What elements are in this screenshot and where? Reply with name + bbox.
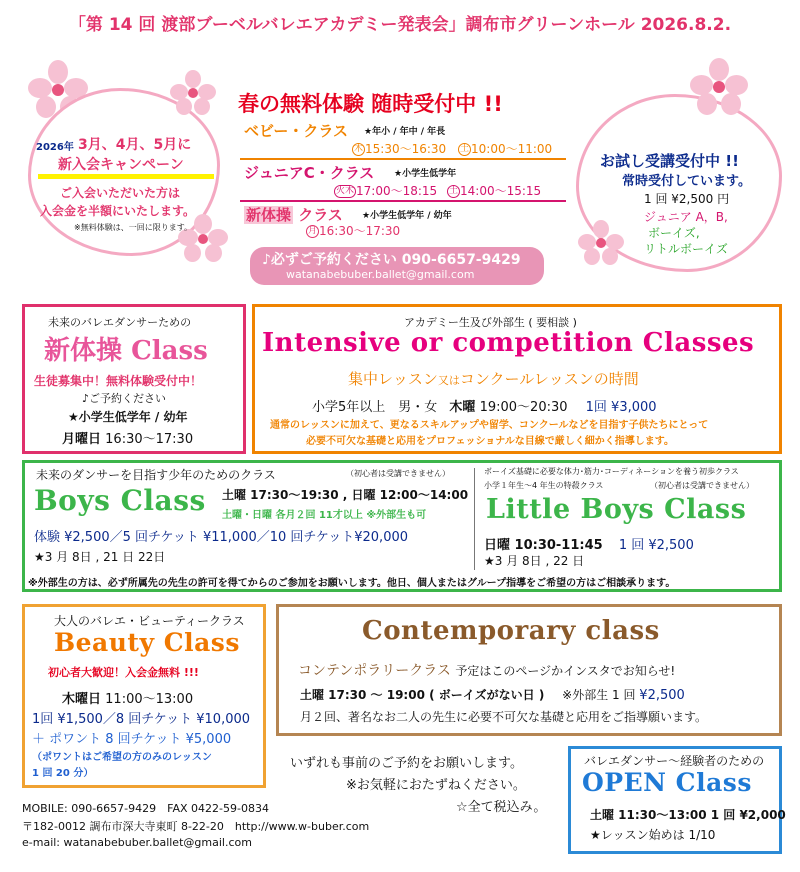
blossom-icon	[690, 58, 748, 116]
beauty-schedule	[62, 688, 193, 707]
open-start: ★レッスン始めは 1/10	[590, 828, 716, 842]
beauty-welcome: 初心者大歓迎！入会金無料 !!!	[48, 666, 199, 679]
junior-class-name: ジュニアC・クラス	[244, 164, 375, 182]
beauty-day: 木曜日	[62, 692, 102, 707]
baby-time-2: 10:00〜11:00	[471, 142, 553, 156]
intensive-info-time: 19:00〜20:30	[479, 400, 568, 415]
beauty-title: Beauty Class	[54, 628, 240, 657]
contemporary-line	[298, 660, 675, 680]
little-beginner-note: （初心者は受講できません）	[650, 481, 754, 490]
trial-lesson-title: お試し受講受付中 !!	[600, 152, 739, 170]
shintaiso-trial-schedule	[306, 222, 400, 239]
open-schedule: 土曜 11:30〜13:00 1 回 ¥2,000	[590, 808, 786, 822]
baby-class-schedule	[352, 140, 552, 157]
intensive-sub: アカデミー生及び外部生 ( 要相談 )	[404, 316, 577, 329]
campaign-title: 新入会キャンペーン	[58, 157, 184, 173]
contact-address: 〒182-0012 調布市深大寺東町 8-22-20 http://www.w-buber.com	[22, 820, 370, 833]
little-dates: ★3 月 8日 , 22 日	[484, 554, 585, 568]
shintaiso-schedule	[62, 428, 193, 447]
baby-class-target: ★年小 / 年中 / 年長	[364, 127, 446, 137]
shintaiso-trial-name-a: 新体操	[246, 206, 292, 224]
open-title: OPEN Class	[582, 768, 752, 797]
boys-beginner-note: （初心者は受講できません）	[346, 469, 450, 478]
campaign-months: 3月、4月、5月に	[78, 137, 192, 153]
campaign-line2: 入会金を半額にいたします。	[40, 204, 196, 218]
boys-schedule2: 土曜・日曜 各月２回 11才以上 ※外部生も可	[222, 510, 427, 521]
day-mark: 木	[353, 144, 363, 154]
trial-lesson-price: 1 回 ¥2,500 円	[644, 192, 730, 206]
shintaiso-trial-target: ★小学生低学年 / 幼年	[362, 211, 452, 221]
beauty-time: 11:00〜13:00	[105, 692, 194, 707]
intensive-title: Intensive or competition Classes	[262, 328, 755, 358]
blossom-icon	[578, 220, 624, 266]
contemporary-schedule	[300, 686, 685, 703]
boys-sub: 未来のダンサーを目指す少年のためのクラス	[36, 468, 276, 482]
boys-divider	[474, 468, 475, 570]
junior-time-2: 14:00〜15:15	[460, 184, 542, 198]
contemporary-title: Contemporary class	[362, 616, 660, 646]
shintaiso-title-b: Class	[131, 336, 208, 366]
day-mark: 土	[448, 186, 458, 196]
little-price: 1 回 ¥2,500	[618, 538, 694, 553]
contact-email: e-mail: watanabebuber.ballet@gmail.com	[22, 836, 252, 849]
junior-time-1: 17:00〜18:15	[356, 184, 438, 198]
day-mark: 土	[459, 144, 469, 154]
boys-schedule1: 土曜 17:30〜19:30 , 日曜 12:00〜14:00	[222, 488, 469, 502]
intensive-subtitle-c: コンクールレッスンの時間	[459, 370, 639, 388]
baby-time-1: 15:30〜16:30	[365, 142, 447, 156]
junior-class-schedule	[334, 182, 541, 199]
campaign-highlight	[38, 174, 214, 179]
beauty-price: 1回 ¥1,500／8 回チケット ¥10,000	[32, 712, 251, 727]
boys-dates: ★3 月 8日 , 21 日 22日	[34, 550, 166, 564]
boys-price: 体験 ¥2,500／5 回チケット ¥11,000／10 回チケット¥20,000	[34, 530, 409, 545]
intensive-subtitle	[348, 368, 639, 389]
shintaiso-time: 16:30〜17:30	[319, 224, 401, 238]
beauty-sub: 大人のバレエ・ビューティークラス	[54, 614, 245, 628]
little-sub1: ボーイズ基礎に必要な体力･筋力･コーディネーションを養う初歩クラス	[484, 467, 739, 476]
baby-class-name: ベビー・クラス	[244, 122, 348, 140]
reserve-email: watanabebuber.ballet@gmail.com	[286, 268, 475, 281]
contemporary-name: コンテンポラリークラス	[298, 663, 451, 679]
trial-lesson-line: 常時受付しています。	[622, 174, 751, 189]
campaign-line1: ご入会いただいた方は	[60, 186, 181, 200]
boys-title: Boys Class	[34, 484, 206, 517]
contemporary-notice: 予定はこのページかインスタでお知らせ!	[455, 664, 676, 678]
intensive-info	[312, 396, 657, 415]
baby-underline	[240, 158, 566, 160]
shintaiso-reserve: ♪ご予約ください	[82, 392, 167, 405]
intensive-subtitle-a: 集中レッスン	[348, 370, 438, 388]
shintaiso-title-a: 新体操	[44, 336, 123, 366]
trial-lesson-class2: ボーイズ,	[648, 226, 700, 240]
junior-class-target: ★小学生低学年	[394, 169, 457, 179]
intensive-info-a: 小学5年以上 男・女	[312, 400, 438, 415]
note-2: ※お気軽におたずねください。	[346, 778, 526, 793]
page-header: 「第 14 回 渡部ブーベルバレエアカデミー発表会」調布市グリーンホール 2026.8.2.	[68, 15, 732, 35]
trial-lesson-class1: ジュニア A，B,	[644, 210, 728, 224]
contemporary-desc: 月２回、著名なお二人の先生に必要不可欠な基礎と応用をご指導願います。	[300, 710, 708, 724]
day-mark: 火木	[335, 186, 354, 196]
intensive-desc1: 通常のレッスンに加えて、更なるスキルアップや留学、コンクールなどを目指す子供たちにとって	[270, 420, 709, 431]
day-mark: 月	[307, 226, 317, 236]
intensive-desc2: 必要不可欠な基礎と応用をプロフェッショナルな目線で厳しく細かく指導します。	[306, 436, 674, 447]
campaign-note: ※無料体験は、一回に限ります。	[74, 223, 193, 232]
shintaiso-trial-name-b: クラス	[298, 206, 343, 224]
junior-underline	[240, 200, 566, 202]
beauty-point: ＋ ポワント 8 回チケット ¥5,000	[32, 732, 232, 747]
little-schedule	[484, 534, 694, 553]
beauty-note1: （ポワントはご希望の方のみのレッスン	[32, 752, 212, 763]
little-sub2: 小学１年生〜4 年生の特殺クラス	[484, 481, 604, 490]
little-sched: 日曜 10:30-11:45	[484, 538, 603, 553]
shintaiso-time: 16:30〜17:30	[105, 432, 194, 447]
shintaiso-target: ★小学生低学年 / 幼年	[68, 410, 188, 424]
campaign-year: 2026年	[36, 142, 74, 153]
shintaiso-sub: 未来のバレエダンサーための	[48, 316, 192, 329]
reserve-line: ♪必ずご予約ください 090-6657-9429	[262, 252, 521, 268]
shintaiso-title	[44, 330, 208, 367]
note-3: ☆全て税込み。	[456, 800, 547, 815]
open-sub: バレエダンサー〜経験者のための	[584, 754, 765, 768]
note-1: いずれも事前のご予約をお願いします。	[290, 756, 523, 771]
shintaiso-recruit: 生徒募集中！無料体験受付中！	[34, 374, 203, 388]
outside-note: ※外部生の方は、必ず所属先の先生の許可を得てからのご参加をお願いします。他日、個人またはグループ指導をご希望の方はご相談承ります。	[28, 578, 676, 589]
intensive-subtitle-b: 又は	[437, 374, 460, 387]
contemporary-sched: 土曜 17:30 〜 19:00 ( ボーイズがない日 )	[300, 688, 545, 702]
trial-title: 春の無料体験 随時受付中 !!	[238, 92, 503, 116]
trial-lesson-class3: リトルボーイズ	[644, 242, 728, 256]
blossom-icon	[170, 70, 216, 116]
beauty-note2: 1 回 20 分）	[32, 768, 94, 779]
contemporary-price: ¥2,500	[639, 688, 685, 703]
intensive-info-price: 1回 ¥3,000	[585, 400, 657, 415]
little-title: Little Boys Class	[486, 494, 747, 525]
contemporary-outside: ※外部生 1 回	[562, 688, 636, 702]
shintaiso-day: 月曜日	[62, 432, 102, 447]
intensive-info-day: 木曜	[449, 400, 476, 415]
contact-phone: MOBILE: 090-6657-9429 FAX 0422-59-0834	[22, 802, 269, 815]
